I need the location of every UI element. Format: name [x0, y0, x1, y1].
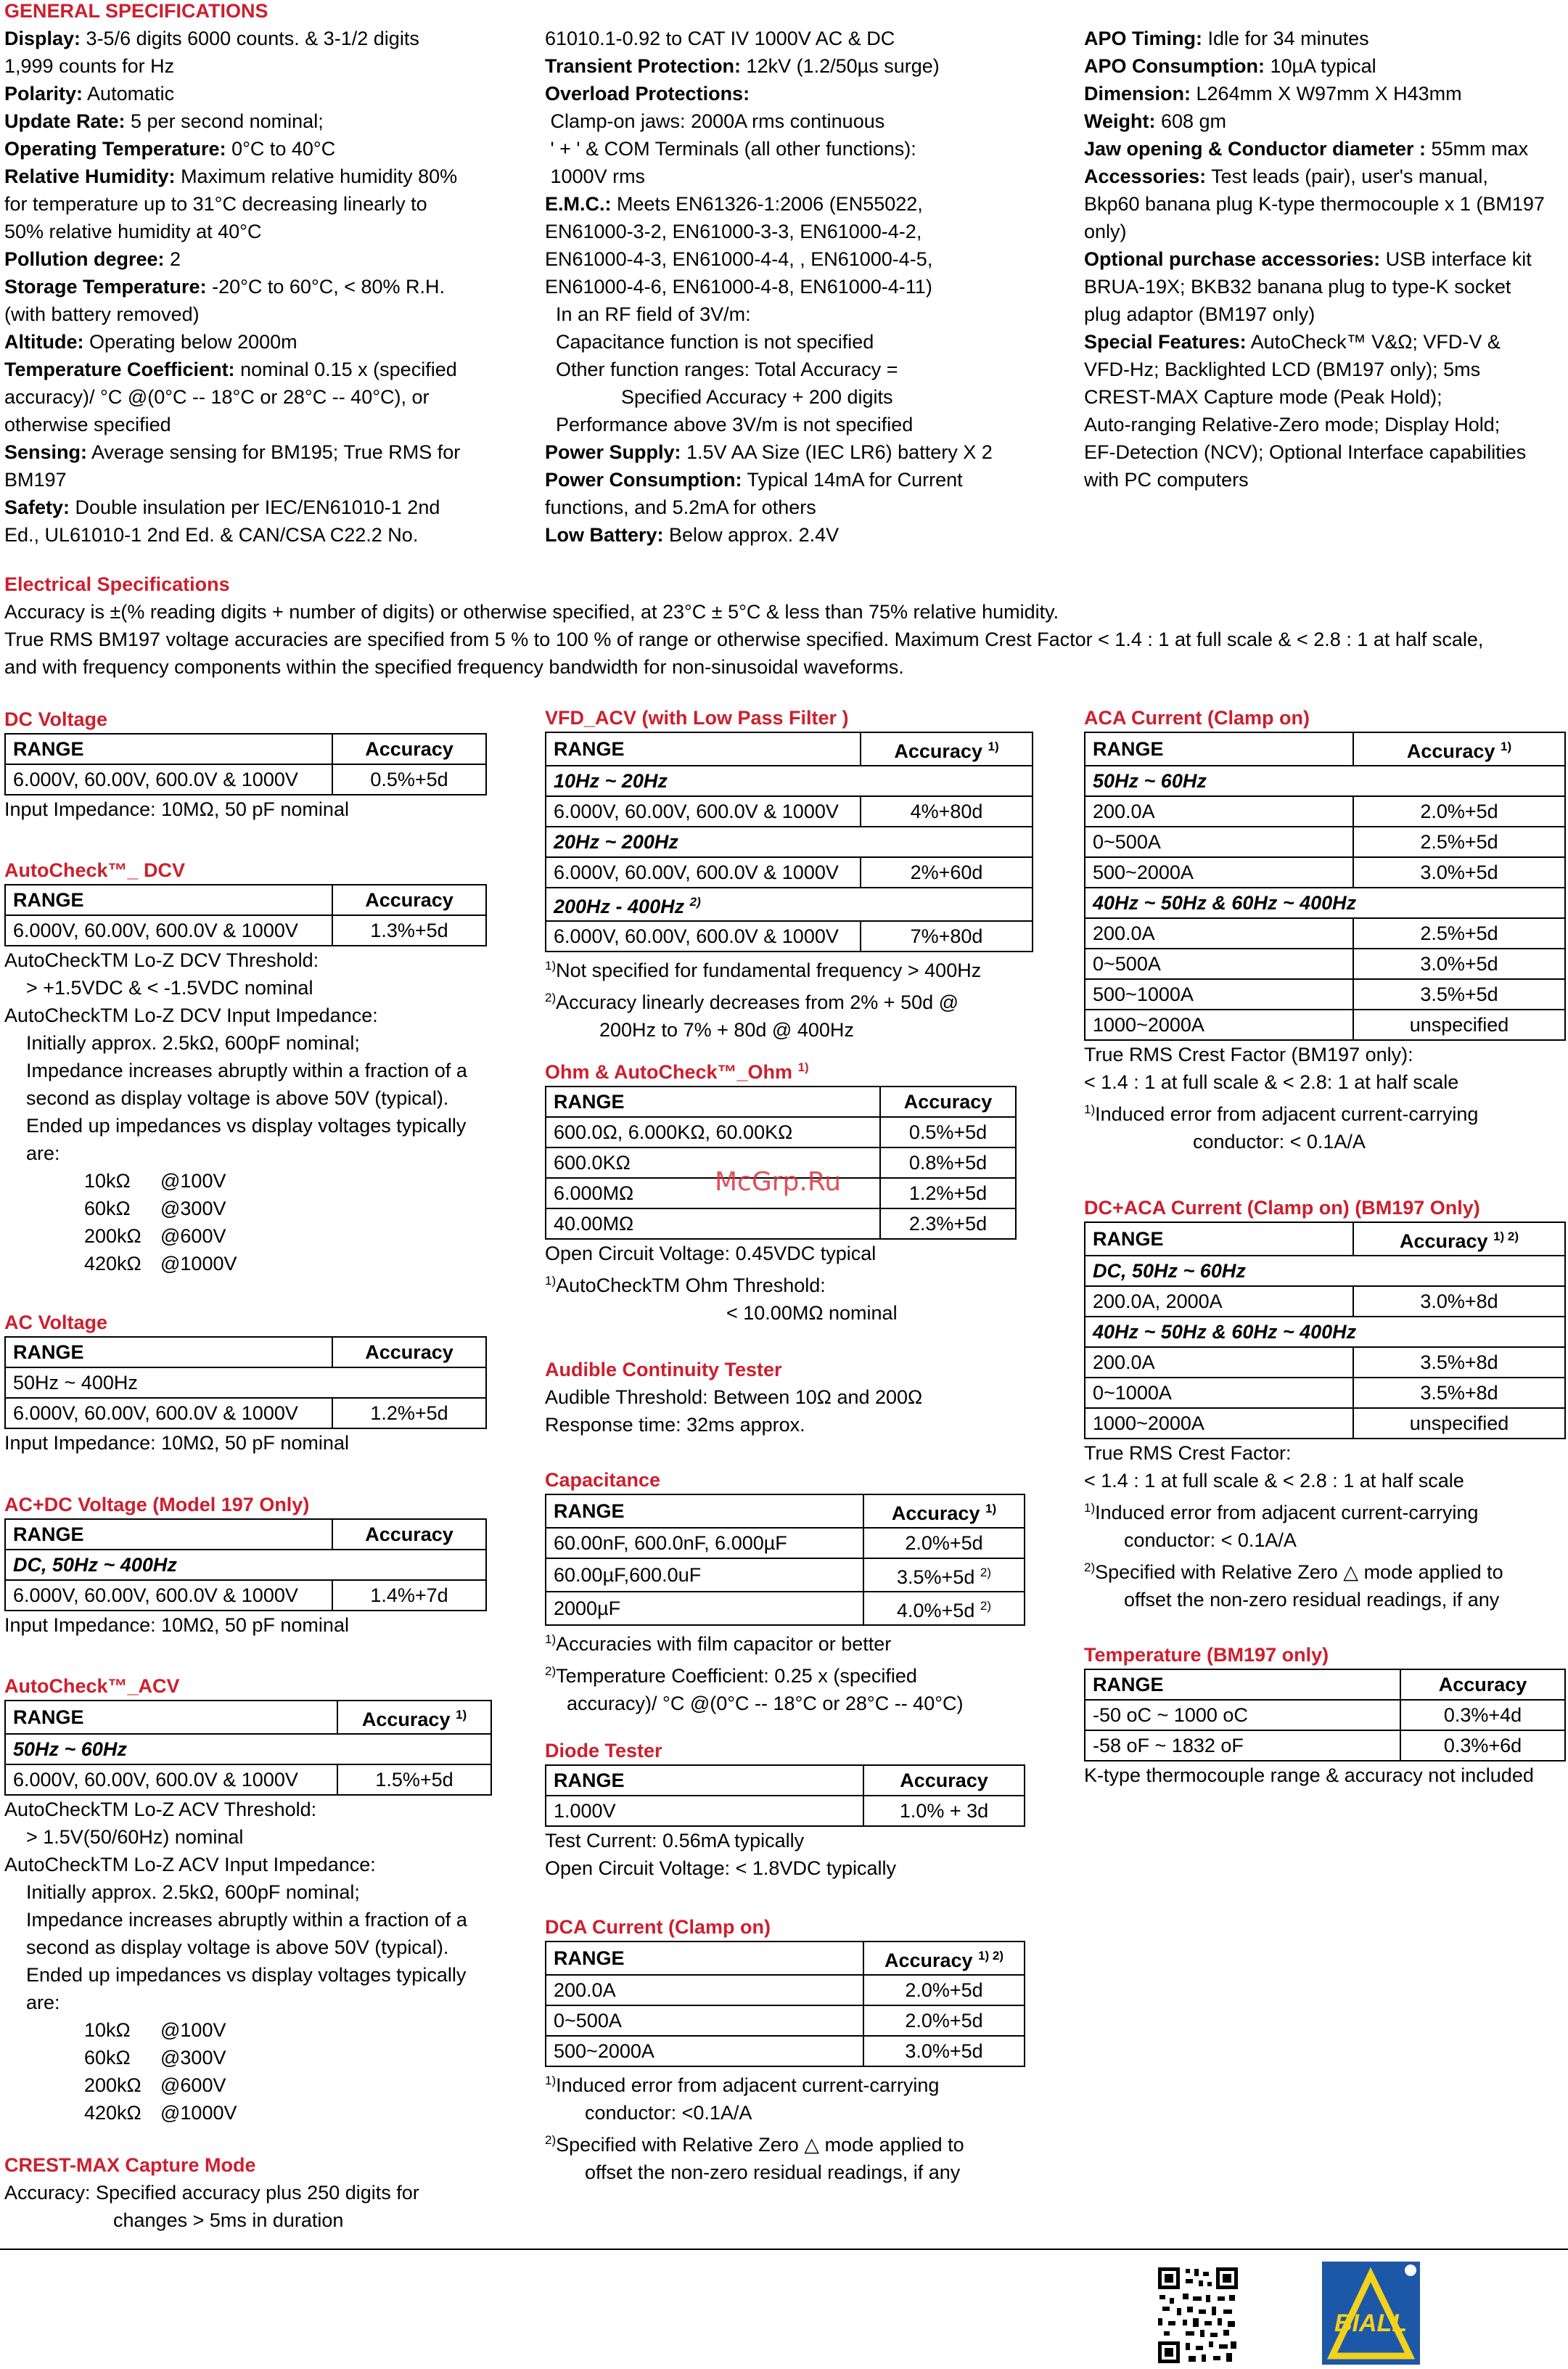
dca-section: [545, 1913, 1025, 2186]
general-spec-line: Performance above 3V/m is not specified: [545, 414, 914, 435]
general-spec-line: Display: 3-5/6 digits 6000 counts. & 3-1/2 digits: [4, 28, 419, 49]
continuity-section: [545, 1356, 922, 1439]
general-spec-line: (with battery removed): [4, 303, 200, 325]
temp-table: [1084, 1669, 1566, 1762]
temp-title: Temperature (BM197 only): [1084, 1644, 1329, 1666]
temp-note: K-type thermocouple range & accuracy not included: [1084, 1764, 1534, 1786]
general-spec-line: CREST-MAX Capture mode (Peak Hold);: [1084, 386, 1442, 408]
general-spec-line: Dimension: L264mm X W97mm X H43mm: [1084, 83, 1462, 105]
dca-note: $^{1)}$Induced error from adjacent current-carrying: [545, 2074, 940, 2096]
general-spec-line: otherwise specified: [4, 414, 171, 435]
electrical-line-3: and with frequency components within the specified frequency bandwidth for non-sinusoidal waveforms.: [4, 656, 904, 678]
temp-range: -58 oF ~ 1832 oF: [1085, 1730, 1400, 1761]
temp-range: -50 oC ~ 1000 oC: [1085, 1700, 1400, 1730]
diode-note: Open Circuit Voltage: < 1.8VDC typically: [545, 1857, 896, 1879]
vfd-acv-section: [545, 704, 1033, 1044]
electrical-line-2: True RMS BM197 voltage accuracies are specified from 5 % to 100 % of range or otherwise specified. Maximum Crest Factor < 1.4 : 1 at full scale & < 2.8 : 1 at half scale,: [4, 629, 1484, 650]
dcaca-range-header: RANGE: [1085, 1222, 1353, 1256]
ohm-note: < 10.00MΩ nominal: [726, 1302, 898, 1324]
vfd-band: 200Hz - 400Hz $^{2)}$: [546, 888, 1033, 921]
dcaca-accuracy: 3.0%+8d: [1353, 1286, 1565, 1317]
vfd-range: 6.000V, 60.00V, 600.0V & 1000V: [546, 796, 861, 827]
ac-dcv-note: AutoCheckTM Lo-Z DCV Input Impedance:: [4, 1005, 378, 1026]
dca-range: 0~500A: [546, 2005, 863, 2036]
vfd-accuracy-header: Accuracy $^{1)}$: [861, 732, 1033, 766]
acv-title: AC Voltage: [4, 1312, 108, 1333]
general-spec-line: Optional purchase accessories: USB interface kit: [1084, 248, 1532, 270]
general-spec-line: functions, and 5.2mA for others: [545, 496, 816, 518]
ac-dcv-impedance-row: 10kΩ @100V: [84, 1170, 226, 1192]
general-spec-line: Auto-ranging Relative-Zero mode; Display Hold;: [1084, 414, 1501, 435]
general-spec-line: Transient Protection: 12kV (1.2/50µs surge): [545, 55, 940, 77]
vfd-title: VFD_ACV (with Low Pass Filter ): [545, 707, 849, 729]
capacitance-section: [545, 1466, 1025, 1717]
footer-divider: [0, 2249, 1568, 2250]
general-spec-line: only): [1084, 221, 1127, 242]
general-col-1: [4, 0, 460, 549]
ac-acv-note: Initially approx. 2.5kΩ, 600pF nominal;: [26, 1881, 360, 1903]
acdcv-range-header: RANGE: [5, 1519, 332, 1550]
qr-code: [1157, 2266, 1239, 2365]
aca-range: 500~2000A: [1085, 857, 1353, 888]
autocheck-acv-section: [4, 1672, 492, 2127]
vfd-range: 6.000V, 60.00V, 600.0V & 1000V: [546, 857, 861, 888]
ac-dcv-title: AutoCheck™_ DCV: [4, 859, 186, 881]
ac-dcv-accuracy: 1.3%+5d: [332, 915, 486, 946]
vfd-accuracy: 7%+80d: [861, 921, 1033, 952]
vfd-table: [545, 732, 1033, 952]
ac-acv-frequency: 50Hz ~ 60Hz: [5, 1734, 491, 1764]
dca-note: conductor: <0.1A/A: [585, 2102, 752, 2124]
vfd-accuracy: 4%+80d: [861, 796, 1033, 827]
acdcv-note: Input Impedance: 10MΩ, 50 pF nominal: [4, 1614, 349, 1636]
general-spec-line: accuracy)/ °C @(0°C -- 18°C or 28°C -- 40°C), or: [4, 386, 430, 408]
general-spec-line: Specified Accuracy + 200 digits: [545, 386, 893, 408]
aca-note: conductor: < 0.1A/A: [1193, 1131, 1366, 1153]
diode-table: [545, 1764, 1025, 1827]
general-col-2: [545, 25, 993, 549]
ac-acv-note: AutoCheckTM Lo-Z ACV Input Impedance:: [4, 1854, 376, 1875]
general-spec-line: EN61000-4-3, EN61000-4-4, , EN61000-4-5,: [545, 248, 933, 270]
general-spec-line: Accessories: Test leads (pair), user's manual,: [1084, 165, 1488, 187]
diode-range-header: RANGE: [546, 1765, 863, 1796]
general-spec-line: ' + ' & COM Terminals (all other functions):: [545, 138, 916, 160]
acv-table: [4, 1336, 487, 1429]
aca-accuracy: unspecified: [1353, 1010, 1565, 1040]
dcaca-note: conductor: < 0.1A/A: [1124, 1529, 1297, 1551]
acdcv-range: 6.000V, 60.00V, 600.0V & 1000V: [5, 1580, 332, 1611]
general-spec-line: Other function ranges: Total Accuracy =: [545, 359, 898, 380]
dcaca-range: 200.0A, 2000A: [1085, 1286, 1353, 1317]
acv-note: Input Impedance: 10MΩ, 50 pF nominal: [4, 1432, 349, 1454]
ac-dcv-note: AutoCheckTM Lo-Z DCV Threshold:: [4, 949, 319, 971]
general-spec-line: Update Rate: 5 per second nominal;: [4, 110, 324, 132]
dcaca-accuracy-header: Accuracy $^{1) 2)}$: [1353, 1222, 1565, 1256]
general-spec-line: EN61000-3-2, EN61000-3-3, EN61000-4-2,: [545, 221, 922, 242]
general-spec-line: with PC computers: [1084, 469, 1249, 491]
general-col-3: [1084, 25, 1567, 494]
cap-accuracy: 4.0%+5d $^{2)}$: [863, 1592, 1025, 1625]
general-spec-line: Relative Humidity: Maximum relative humidity 80%: [4, 165, 458, 187]
general-spec-line: Clamp-on jaws: 2000A rms continuous: [545, 110, 885, 132]
ac-acv-accuracy-header: Accuracy $^{1)}$: [337, 1701, 491, 1734]
dc-aca-section: [1084, 1194, 1566, 1613]
general-spec-line: VFD-Hz; Backlighted LCD (BM197 only); 5ms: [1084, 359, 1481, 380]
general-spec-line: Storage Temperature: -20°C to 60°C, < 80% R.H.: [4, 276, 446, 298]
delta-icon: △: [804, 2134, 820, 2156]
general-spec-line: Sensing: Average sensing for BM195; True RMS for: [4, 441, 461, 463]
general-spec-line: Low Battery: Below approx. 2.4V: [545, 524, 840, 546]
acv-range: 6.000V, 60.00V, 600.0V & 1000V: [5, 1398, 332, 1428]
ac-dcv-impedance-row: 60kΩ @300V: [84, 1198, 226, 1219]
ohm-range: 6.000MΩ: [546, 1178, 880, 1208]
ohm-note: Open Circuit Voltage: 0.45VDC typical: [545, 1243, 877, 1264]
diode-note: Test Current: 0.56mA typically: [545, 1830, 805, 1852]
ohm-range: 600.0Ω, 6.000KΩ, 60.00KΩ: [546, 1117, 880, 1147]
aca-accuracy-header: Accuracy $^{1)}$: [1353, 732, 1565, 766]
cap-range-header: RANGE: [546, 1494, 863, 1528]
cap-note: $^{2)}$Temperature Coefficient: 0.25 x (specified: [545, 1664, 917, 1687]
ac-dcv-note: > +1.5VDC & < -1.5VDC nominal: [26, 977, 313, 999]
cap-range: 60.00nF, 600.0nF, 6.000µF: [546, 1528, 863, 1558]
acdcv-title: AC+DC Voltage (Model 197 Only): [4, 1494, 310, 1515]
aca-range-header: RANGE: [1085, 732, 1353, 766]
aca-range: 500~1000A: [1085, 979, 1353, 1010]
dca-range: 200.0A: [546, 1975, 863, 2005]
ohm-range: 600.0KΩ: [546, 1147, 880, 1178]
temp-accuracy-header: Accuracy: [1400, 1669, 1565, 1700]
acdcv-table: [4, 1518, 487, 1611]
ac-acv-impedance-row: 60kΩ @300V: [84, 2047, 226, 2069]
aca-range: 200.0A: [1085, 918, 1353, 949]
general-spec-line: Bkp60 banana plug K-type thermocouple x 1 (BM197: [1084, 193, 1545, 215]
cap-note: $^{1)}$Accuracies with film capacitor or better: [545, 1632, 892, 1655]
vfd-range: 6.000V, 60.00V, 600.0V & 1000V: [546, 921, 861, 952]
general-spec-line: Temperature Coefficient: nominal 0.15 x (specified: [4, 359, 457, 380]
cap-accuracy-header: Accuracy $^{1)}$: [863, 1494, 1025, 1528]
ac-dcv-note: Initially approx. 2.5kΩ, 600pF nominal;: [26, 1032, 360, 1054]
ohm-range: 40.00MΩ: [546, 1208, 880, 1239]
cont-note: Audible Threshold: Between 10Ω and 200Ω: [545, 1386, 923, 1408]
aca-accuracy: 3.0%+5d: [1353, 949, 1565, 979]
ohm-accuracy: 0.8%+5d: [880, 1147, 1016, 1178]
dca-range: 500~2000A: [546, 2036, 863, 2066]
electrical-specs: [4, 570, 1483, 681]
diode-title: Diode Tester: [545, 1740, 662, 1762]
aca-accuracy: 2.5%+5d: [1353, 827, 1565, 857]
crest-note: changes > 5ms in duration: [113, 2209, 344, 2231]
ohm-accuracy: 2.3%+5d: [880, 1208, 1016, 1239]
ac-dcv-range-header: RANGE: [5, 885, 332, 915]
aca-title: ACA Current (Clamp on): [1084, 707, 1310, 729]
ac-dc-voltage-section: [4, 1491, 487, 1639]
aca-note: $^{1)}$Induced error from adjacent current-carrying: [1084, 1102, 1479, 1125]
vfd-band: 20Hz ~ 200Hz: [546, 827, 1033, 857]
crest-max-section: [4, 2151, 419, 2234]
dcaca-note: True RMS Crest Factor:: [1084, 1442, 1292, 1464]
dcaca-band: DC, 50Hz ~ 60Hz: [1085, 1256, 1565, 1286]
dca-accuracy-header: Accuracy $^{1) 2)}$: [863, 1942, 1025, 1975]
aca-accuracy: 2.5%+5d: [1353, 918, 1565, 949]
dcv-range: 6.000V, 60.00V, 600.0V & 1000V: [5, 764, 332, 795]
crest-title: CREST-MAX Capture Mode: [4, 2154, 256, 2176]
dc-voltage-section: [4, 705, 487, 823]
dcaca-band: 40Hz ~ 50Hz & 60Hz ~ 400Hz: [1085, 1317, 1565, 1347]
diode-section: [545, 1737, 1025, 1882]
general-spec-line: Ed., UL61010-1 2nd Ed. & CAN/CSA C22.2 No.: [4, 524, 419, 546]
electrical-title: Electrical Specifications: [4, 573, 230, 595]
temp-range-header: RANGE: [1085, 1669, 1400, 1700]
ohm-note: $^{1)}$AutoCheckTM Ohm Threshold:: [545, 1274, 826, 1296]
ohm-table: [545, 1086, 1017, 1240]
aca-note: < 1.4 : 1 at full scale & < 2.8: 1 at half scale: [1084, 1071, 1459, 1093]
cont-title: Audible Continuity Tester: [545, 1359, 782, 1380]
general-spec-line: Overload Protections:: [545, 83, 750, 105]
ac-dcv-note: Ended up impedances vs display voltages typically: [26, 1115, 467, 1137]
general-spec-line: Safety: Double insulation per IEC/EN61010-1 2nd: [4, 496, 440, 518]
general-spec-line: plug adaptor (BM197 only): [1084, 303, 1315, 325]
general-spec-line: 61010.1-0.92 to CAT IV 1000V AC & DC: [545, 28, 895, 49]
dcv-accuracy-header: Accuracy: [332, 734, 486, 764]
ac-acv-impedance-row: 200kΩ @600V: [84, 2074, 226, 2096]
dcv-table: [4, 733, 487, 795]
ohm-range-header: RANGE: [546, 1087, 880, 1117]
general-spec-line: Polarity: Automatic: [4, 83, 175, 105]
general-spec-line: Pollution degree: 2: [4, 248, 181, 270]
aca-table: [1084, 732, 1566, 1041]
dcv-accuracy: 0.5%+5d: [332, 764, 486, 795]
general-spec-line: for temperature up to 31°C decreasing linearly to: [4, 193, 427, 215]
acv-frequency: 50Hz ~ 400Hz: [5, 1367, 486, 1398]
acdcv-accuracy: 1.4%+7d: [332, 1580, 486, 1611]
cap-note: accuracy)/ °C @(0°C -- 18°C or 28°C -- 40°C): [567, 1693, 964, 1714]
general-spec-line: 1,999 counts for Hz: [4, 55, 175, 77]
ac-acv-accuracy: 1.5%+5d: [337, 1764, 491, 1795]
general-spec-line: Operating Temperature: 0°C to 40°C: [4, 138, 336, 160]
cap-title: Capacitance: [545, 1469, 661, 1491]
ac-acv-note: are:: [26, 1992, 60, 2013]
dca-title: DCA Current (Clamp on): [545, 1916, 771, 1938]
dca-table: [545, 1941, 1025, 2067]
ac-dcv-impedance-row: 200kΩ @600V: [84, 1225, 226, 1247]
ac-acv-title: AutoCheck™_ACV: [4, 1675, 180, 1697]
aca-range: 0~500A: [1085, 827, 1353, 857]
dcaca-note: < 1.4 : 1 at full scale & < 2.8 : 1 at half scale: [1084, 1470, 1464, 1492]
dcv-note: Input Impedance: 10MΩ, 50 pF nominal: [4, 798, 349, 820]
general-spec-line: Capacitance function is not specified: [545, 331, 874, 353]
ohm-accuracy: 0.5%+5d: [880, 1117, 1016, 1147]
ac-dcv-accuracy-header: Accuracy: [332, 885, 486, 915]
ac-acv-table: [4, 1700, 492, 1796]
aca-note: True RMS Crest Factor (BM197 only):: [1084, 1044, 1413, 1065]
ac-dcv-impedance-row: 420kΩ @1000V: [84, 1253, 237, 1274]
svg-text:BIALL: BIALL: [1334, 2309, 1408, 2337]
ohm-accuracy: 1.2%+5d: [880, 1178, 1016, 1208]
acdcv-accuracy-header: Accuracy: [332, 1519, 486, 1550]
dcaca-accuracy: 3.5%+8d: [1353, 1378, 1565, 1408]
delta-icon: △: [1343, 1561, 1359, 1583]
ac-acv-note: Ended up impedances vs display voltages typically: [26, 1964, 467, 1986]
ohm-accuracy-header: Accuracy: [880, 1087, 1016, 1117]
dcaca-note: $^{1)}$Induced error from adjacent current-carrying: [1084, 1501, 1479, 1523]
ohm-title: Ohm & AutoCheck™_Ohm $^{1)}$: [545, 1060, 809, 1083]
vfd-band: 10Hz ~ 20Hz: [546, 766, 1033, 796]
aca-accuracy: 2.0%+5d: [1353, 796, 1565, 827]
vfd-range-header: RANGE: [546, 732, 861, 766]
ac-acv-note: > 1.5V(50/60Hz) nominal: [26, 1826, 244, 1848]
dca-note: offset the non-zero residual readings, if any: [585, 2161, 961, 2183]
vfd-note: $^{1)}$Not specified for fundamental frequency > 400Hz: [545, 959, 982, 981]
acv-accuracy-header: Accuracy: [332, 1337, 486, 1367]
general-spec-line: Altitude: Operating below 2000m: [4, 331, 297, 353]
general-spec-line: APO Consumption: 10µA typical: [1084, 55, 1376, 77]
dcaca-note: $^{2)}$Specified with Relative Zero △ mode applied to: [1084, 1560, 1503, 1583]
dcaca-accuracy: 3.5%+8d: [1353, 1347, 1565, 1378]
general-spec-line: Power Consumption: Typical 14mA for Current: [545, 469, 963, 491]
autocheck-dcv-section: [4, 856, 487, 1277]
aca-range: 0~500A: [1085, 949, 1353, 979]
cap-table: [545, 1494, 1025, 1626]
general-spec-line: Special Features: AutoCheck™ V&Ω; VFD-V &: [1084, 331, 1501, 353]
ac-acv-range-header: RANGE: [5, 1701, 337, 1734]
biall-logo: [1322, 2262, 1420, 2365]
aca-section: [1084, 704, 1566, 1155]
aca-accuracy: 3.0%+5d: [1353, 857, 1565, 888]
dca-note: $^{2)}$Specified with Relative Zero △ mode applied to: [545, 2133, 964, 2156]
dcaca-range: 200.0A: [1085, 1347, 1353, 1378]
general-spec-line: 50% relative humidity at 40°C: [4, 221, 262, 242]
ac-dcv-table: [4, 884, 487, 946]
general-spec-line: BRUA-19X; BKB32 banana plug to type-K socket: [1084, 276, 1511, 298]
vfd-note: $^{2)}$Accuracy linearly decreases from 2% + 50d @: [545, 991, 959, 1013]
acv-accuracy: 1.2%+5d: [332, 1398, 486, 1428]
dcaca-note: offset the non-zero residual readings, if any: [1124, 1589, 1500, 1611]
aca-range: 200.0A: [1085, 796, 1353, 827]
ac-dcv-note: second as display voltage is above 50V (typical).: [26, 1087, 449, 1109]
vfd-note: 200Hz to 7% + 80d @ 400Hz: [599, 1019, 854, 1041]
general-spec-line: 1000V rms: [545, 165, 646, 187]
ac-acv-note: second as display voltage is above 50V (typical).: [26, 1936, 449, 1958]
diode-range: 1.000V: [546, 1796, 863, 1826]
dcv-title: DC Voltage: [4, 708, 108, 730]
general-spec-line: Power Supply: 1.5V AA Size (IEC LR6) battery X 2: [545, 441, 993, 463]
temperature-section: [1084, 1641, 1566, 1789]
ac-acv-note: Impedance increases abruptly within a fraction of a: [26, 1909, 467, 1931]
vfd-accuracy: 2%+60d: [861, 857, 1033, 888]
general-spec-line: In an RF field of 3V/m:: [545, 303, 751, 325]
diode-accuracy-header: Accuracy: [863, 1765, 1025, 1796]
ac-acv-impedance-row: 420kΩ @1000V: [84, 2102, 237, 2124]
ac-voltage-section: [4, 1309, 487, 1457]
aca-band: 50Hz ~ 60Hz: [1085, 766, 1565, 796]
ac-acv-note: AutoCheckTM Lo-Z ACV Threshold:: [4, 1799, 317, 1820]
electrical-line-1: Accuracy is ±(% reading digits + number of digits) or otherwise specified, at 23°C ± 5°C & less than 75% relative humidity.: [4, 601, 1059, 623]
general-spec-line: EF-Detection (NCV); Optional Interface capabilities: [1084, 441, 1527, 463]
crest-note: Accuracy: Specified accuracy plus 250 digits for: [4, 2182, 419, 2204]
ac-acv-impedance-row: 10kΩ @100V: [84, 2019, 226, 2041]
aca-band: 40Hz ~ 50Hz & 60Hz ~ 400Hz: [1085, 888, 1565, 918]
cap-range: 2000µF: [546, 1592, 863, 1625]
temp-accuracy: 0.3%+4d: [1400, 1700, 1565, 1730]
general-spec-line: APO Timing: Idle for 34 minutes: [1084, 28, 1369, 49]
general-spec-line: E.M.C.: Meets EN61326-1:2006 (EN55022,: [545, 193, 923, 215]
cap-range: 60.00µF,600.0uF: [546, 1558, 863, 1592]
dcaca-range: 0~1000A: [1085, 1378, 1353, 1408]
general-title: GENERAL SPECIFICATIONS: [4, 0, 268, 22]
general-spec-line: Jaw opening & Conductor diameter : 55mm max: [1084, 138, 1529, 160]
general-spec-line: EN61000-4-6, EN61000-4-8, EN61000-4-11): [545, 276, 932, 298]
ac-dcv-range: 6.000V, 60.00V, 600.0V & 1000V: [5, 915, 332, 946]
temp-accuracy: 0.3%+6d: [1400, 1730, 1565, 1761]
aca-accuracy: 3.5%+5d: [1353, 979, 1565, 1010]
diode-accuracy: 1.0% + 3d: [863, 1796, 1025, 1826]
watermark: McGrp.Ru: [715, 1167, 842, 1197]
dcaca-title: DC+ACA Current (Clamp on) (BM197 Only): [1084, 1197, 1480, 1219]
dca-accuracy: 2.0%+5d: [863, 1975, 1025, 2005]
cap-accuracy: 2.0%+5d: [863, 1528, 1025, 1558]
ac-acv-range: 6.000V, 60.00V, 600.0V & 1000V: [5, 1764, 337, 1795]
acdcv-frequency: DC, 50Hz ~ 400Hz: [5, 1550, 486, 1580]
general-spec-line: BM197: [4, 469, 67, 491]
cap-accuracy: 3.5%+5d $^{2)}$: [863, 1558, 1025, 1592]
dcv-range-header: RANGE: [5, 734, 332, 764]
dcaca-range: 1000~2000A: [1085, 1408, 1353, 1439]
aca-range: 1000~2000A: [1085, 1010, 1353, 1040]
acv-range-header: RANGE: [5, 1337, 332, 1367]
dcaca-table: [1084, 1222, 1566, 1439]
dca-range-header: RANGE: [546, 1942, 863, 1975]
dcaca-accuracy: unspecified: [1353, 1408, 1565, 1439]
dca-accuracy: 2.0%+5d: [863, 2005, 1025, 2036]
general-spec-line: Weight: 608 gm: [1084, 110, 1227, 132]
ac-dcv-note: Impedance increases abruptly within a fraction of a: [26, 1060, 467, 1081]
ac-dcv-note: are:: [26, 1142, 60, 1164]
dca-accuracy: 3.0%+5d: [863, 2036, 1025, 2066]
cont-note: Response time: 32ms approx.: [545, 1414, 805, 1436]
